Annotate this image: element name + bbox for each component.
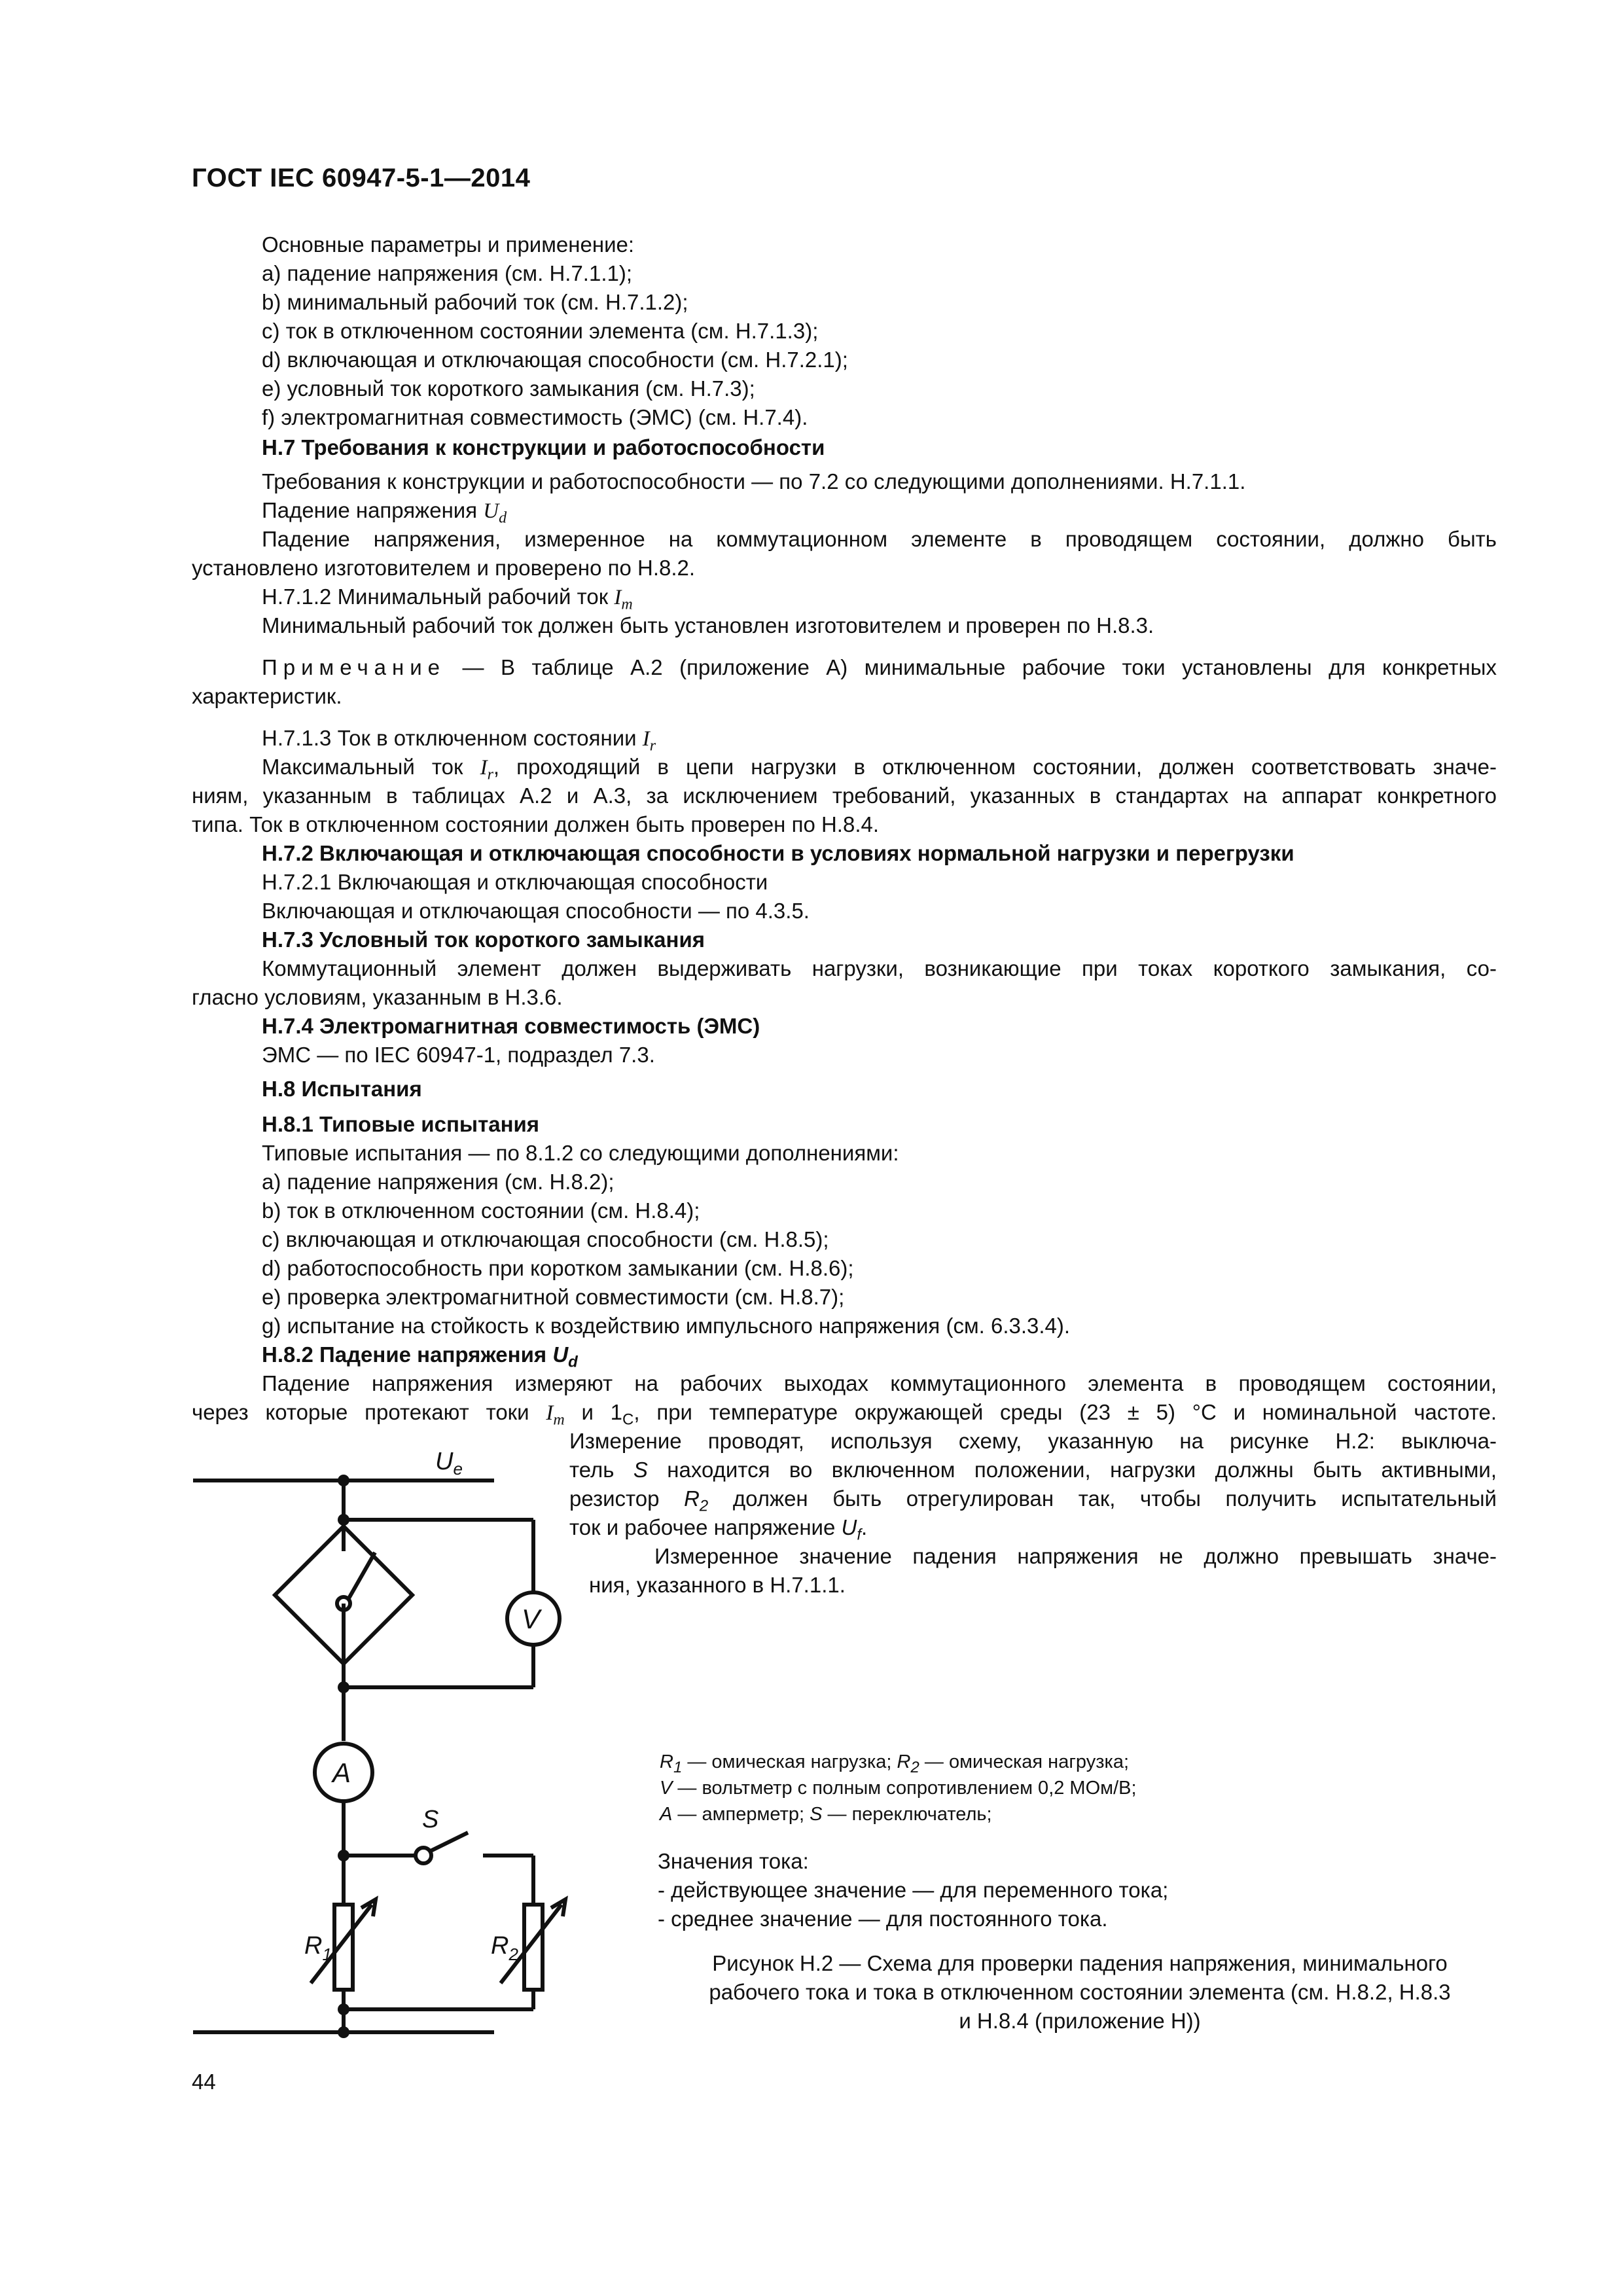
paragraph: установлено изготовителем и проверено по Н.8.2. bbox=[192, 556, 696, 580]
paragraph: Типовые испытания — по 8.1.2 со следующими дополнениями: bbox=[262, 1141, 899, 1165]
test-item: g) испытание на стойкость к воздействию импульсного напряжения (см. 6.3.3.4). bbox=[262, 1314, 1071, 1338]
subsection-title: Н.7.2.1 Включающая и отключающая способности bbox=[262, 870, 768, 894]
intro-item: a) падение напряжения (см. Н.7.1.1); bbox=[262, 261, 633, 285]
value-item: - действующее значение — для переменного тока; bbox=[658, 1878, 1169, 1902]
figure-caption: рабочего тока и тока в отключенном состоянии элемента (см. Н.8.2, Н.8.3 bbox=[709, 1980, 1451, 2004]
figure-legend: $R_1$ — омическая нагрузка; $R_2$ — омическая нагрузка; bbox=[660, 1751, 1130, 1776]
paragraph: через которые протекают токи $I_m$ и $1_C$, при температуре окружающей среды (23 ± 5) °С и номинальной частоте. bbox=[192, 1400, 1497, 1429]
subsection-title: Падение напряжения $U_d$ bbox=[262, 498, 507, 527]
test-item: b) ток в отключенном состоянии (см. Н.8.4); bbox=[262, 1198, 700, 1223]
figure-legend: A — амперметр; S — переключатель; bbox=[660, 1804, 992, 1825]
intro-item: b) минимальный рабочий ток (см. Н.7.1.2); bbox=[262, 290, 688, 314]
intro-item: e) условный ток короткого замыкания (см. Н.7.3); bbox=[262, 376, 755, 401]
switch-label: S bbox=[422, 1806, 439, 1833]
intro-item: f) электромагнитная совместимость (ЭМС) (см. Н.7.4). bbox=[262, 405, 808, 429]
switch-s-blade bbox=[431, 1833, 468, 1851]
paragraph: ЭМС — по IEC 60947-1, подраздел 7.3. bbox=[262, 1043, 655, 1067]
ue-label: $U_e$ bbox=[435, 1448, 463, 1479]
paragraph: тель S находится во включенном положении, нагрузки должны быть активными, bbox=[569, 1458, 1497, 1482]
test-item: a) падение напряжения (см. Н.8.2); bbox=[262, 1170, 615, 1194]
symbol-ud: U bbox=[552, 1342, 569, 1367]
test-item: c) включающая и отключающая способности (см. Н.8.5); bbox=[262, 1227, 829, 1251]
symbol-ud: U bbox=[483, 499, 499, 523]
intro-item: d) включающая и отключающая способности (см. Н.7.2.1); bbox=[262, 348, 848, 372]
paragraph: Падение напряжения, измеренное на коммутационном элементе в проводящем состоянии, должно быть bbox=[262, 527, 1497, 551]
intro-title: Основные параметры и применение: bbox=[262, 232, 635, 257]
paragraph: Падение напряжения измеряют на рабочих выходах коммутационного элемента в проводящем состоянии, bbox=[262, 1371, 1497, 1395]
ammeter-label: A bbox=[332, 1757, 351, 1788]
paragraph: ток и рабочее напряжение $U_f$. bbox=[569, 1515, 868, 1544]
section-heading: Н.8.2 Падение напряжения $U_d$ bbox=[262, 1342, 578, 1371]
paragraph: ниям, указанным в таблицах А.2 и А.3, за исключением требований, указанных в стандартах на аппарат конкретного bbox=[192, 783, 1497, 808]
subsection-title: Н.7.1.3 Ток в отключенном состоянии $I_r$ bbox=[262, 726, 656, 755]
figure-caption: и Н.8.4 (приложение Н)) bbox=[959, 2009, 1201, 2033]
switch-contact bbox=[416, 1848, 431, 1863]
section-heading: Н.7.2 Включающая и отключающая способности в условиях нормальной нагрузки и перегрузки bbox=[262, 841, 1294, 865]
section-heading: Н.7.4 Электромагнитная совместимость (ЭМС) bbox=[262, 1014, 760, 1038]
paragraph: Максимальный ток $I_r$, проходящий в цепи нагрузки в отключенном состоянии, должен соответствовать значе- bbox=[262, 755, 1497, 783]
symbol-ir: I bbox=[642, 727, 650, 751]
test-item: e) проверка электромагнитной совместимости (см. Н.8.7); bbox=[262, 1285, 845, 1309]
figure-caption: Рисунок Н.2 — Схема для проверки падения напряжения, минимального bbox=[712, 1951, 1448, 1975]
r2-adjust-arrow bbox=[501, 1905, 562, 1983]
section-heading: Н.8.1 Типовые испытания bbox=[262, 1112, 540, 1136]
junction-dot bbox=[338, 2026, 349, 2038]
paragraph: Включающая и отключающая способности — по 4.3.5. bbox=[262, 899, 810, 923]
r1-label: $R_1$ bbox=[304, 1932, 332, 1964]
paragraph: Требования к конструкции и работоспособности — по 7.2 со следующими дополнениями. Н.7.1.1. bbox=[262, 469, 1246, 493]
section-heading: Н.7 Требования к конструкции и работоспособности bbox=[262, 435, 825, 459]
paragraph: Коммутационный элемент должен выдерживать нагрузки, возникающие при токах короткого замыкания, со- bbox=[262, 956, 1497, 980]
junction-dot bbox=[338, 2003, 349, 2015]
page-number: 44 bbox=[192, 2070, 216, 2094]
figure-legend: V — вольтметр с полным сопротивлением 0,2 МОм/В; bbox=[660, 1778, 1137, 1799]
junction-dot bbox=[338, 1475, 349, 1486]
note: характеристик. bbox=[192, 684, 342, 708]
switch-blade bbox=[349, 1552, 375, 1598]
intro-item: c) ток в отключенном состоянии элемента (см. Н.7.1.3); bbox=[262, 319, 819, 343]
note-label: Примечание bbox=[262, 655, 446, 679]
symbol-im: I bbox=[614, 586, 622, 609]
test-item: d) работоспособность при коротком замыкании (см. Н.8.6); bbox=[262, 1256, 854, 1280]
section-heading: Н.8 Испытания bbox=[262, 1077, 422, 1101]
paragraph: типа. Ток в отключенном состоянии должен быть проверен по Н.8.4. bbox=[192, 812, 880, 836]
voltmeter-label: V bbox=[522, 1604, 541, 1634]
paragraph: гласно условиям, указанным в Н.3.6. bbox=[192, 985, 563, 1009]
values-title: Значения тока: bbox=[658, 1849, 809, 1873]
paragraph: ния, указанного в Н.7.1.1. bbox=[589, 1573, 846, 1597]
note: Примечание — В таблице А.2 (приложение А) минимальные рабочие токи установлены для конкретных bbox=[262, 655, 1497, 679]
paragraph: Минимальный рабочий ток должен быть установлен изготовителем и проверен по Н.8.3. bbox=[262, 613, 1154, 637]
junction-dot bbox=[338, 1681, 349, 1693]
paragraph: Измеренное значение падения напряжения не должно превышать значе- bbox=[654, 1544, 1497, 1568]
paragraph: Измерение проводят, используя схему, указанную на рисунке Н.2: выключа- bbox=[569, 1429, 1497, 1453]
circuit-diagram bbox=[190, 1446, 609, 2049]
document-header: ГОСТ IEC 60947-5-1—2014 bbox=[192, 164, 531, 192]
subsection-title: Н.7.1.2 Минимальный рабочий ток $I_m$ bbox=[262, 584, 633, 613]
r2-label: $R_2$ bbox=[491, 1932, 518, 1964]
section-heading: Н.7.3 Условный ток короткого замыкания bbox=[262, 927, 705, 952]
value-item: - среднее значение — для постоянного тока. bbox=[658, 1907, 1108, 1931]
paragraph: резистор $R_2$ должен быть отрегулирован так, чтобы получить испытательный bbox=[569, 1486, 1497, 1515]
